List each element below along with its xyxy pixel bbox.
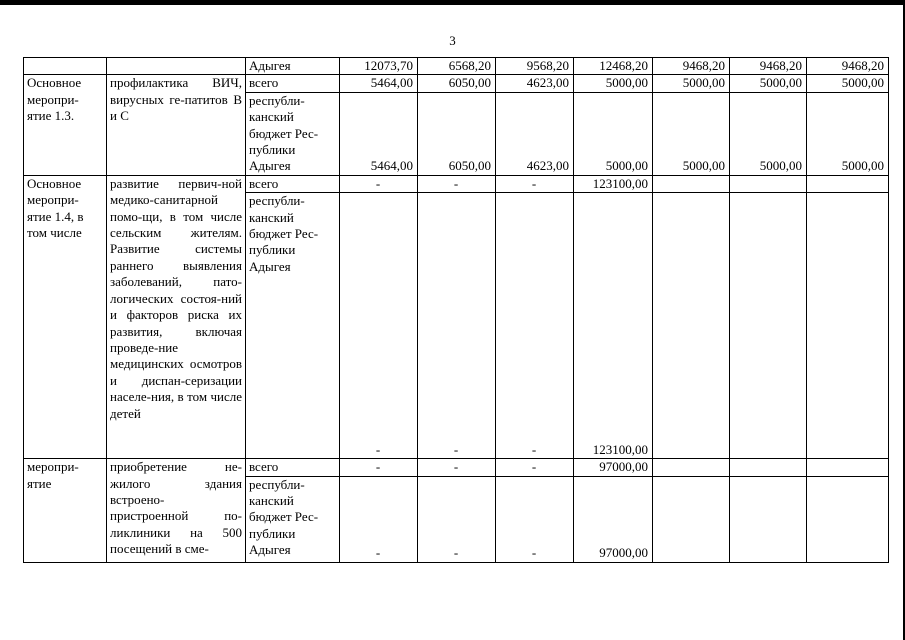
value-cell: -	[418, 175, 496, 192]
value-cell: 5464,00	[340, 92, 418, 175]
value-cell: -	[496, 459, 574, 476]
value-cell: 5000,00	[730, 92, 807, 175]
table-row	[24, 175, 889, 192]
activity-description-cell: профилактика ВИЧ, вирусных ге-патитов В и С	[107, 75, 246, 175]
value-cell: -	[340, 459, 418, 476]
value-cell: -	[340, 175, 418, 192]
source-cell: республи-канский бюджет Рес-публики Адыгея	[246, 92, 340, 175]
value-cell: -	[418, 459, 496, 476]
program-funding-table	[23, 57, 889, 563]
cell-empty	[107, 58, 246, 75]
cell-empty	[24, 58, 107, 75]
value-cell: 9468,20	[730, 58, 807, 75]
value-cell: 5000,00	[574, 92, 653, 175]
table-row	[24, 58, 889, 75]
value-cell: 9468,20	[807, 58, 889, 75]
value-cell	[730, 476, 807, 562]
scan-border-top	[0, 0, 905, 5]
source-cell: всего	[246, 175, 340, 192]
source-cell: всего	[246, 75, 340, 92]
table-row	[24, 75, 889, 92]
value-cell: 9568,20	[496, 58, 574, 75]
value-cell	[653, 193, 730, 459]
value-cell: 12468,20	[574, 58, 653, 75]
value-cell: 5000,00	[807, 75, 889, 92]
source-cell: Адыгея	[246, 58, 340, 75]
source-cell: республи-канский бюджет Рес-публики Адыгея	[246, 193, 340, 459]
value-cell	[653, 459, 730, 476]
value-cell: -	[496, 476, 574, 562]
table-row	[24, 459, 889, 476]
value-cell: 5000,00	[730, 75, 807, 92]
value-cell	[730, 459, 807, 476]
activity-description-cell: развитие первич-ной медико-санитарной помо-щи, в том числе сельским жителям. Развитие системы раннего выявления заболеваний, пато-логических состоя-ний и факторов риска их развития, включая проведе-ние медицинских осмотров и диспан-серизации населе-ния, в том числе детей	[107, 175, 246, 458]
value-cell	[730, 175, 807, 192]
value-cell	[807, 193, 889, 459]
value-cell: -	[496, 193, 574, 459]
activity-name-cell: меропри-ятие	[24, 459, 107, 562]
value-cell	[807, 175, 889, 192]
value-cell: 12073,70	[340, 58, 418, 75]
value-cell: 6050,00	[418, 75, 496, 92]
value-cell: 6050,00	[418, 92, 496, 175]
activity-description-cell: приобретение не-жилого здания встроено-пристроенной по-ликлиники на 500 посещений в сме-	[107, 459, 246, 562]
value-cell: 4623,00	[496, 75, 574, 92]
value-cell: 97000,00	[574, 476, 653, 562]
source-cell: республи-канский бюджет Рес-публики Адыгея	[246, 476, 340, 562]
activity-name-cell: Основное меропри-ятие 1.4, в том числе	[24, 175, 107, 458]
value-cell: 5000,00	[653, 92, 730, 175]
value-cell	[807, 476, 889, 562]
value-cell: 5000,00	[653, 75, 730, 92]
value-cell: 5000,00	[574, 75, 653, 92]
value-cell	[653, 476, 730, 562]
value-cell: -	[496, 175, 574, 192]
value-cell: -	[418, 476, 496, 562]
activity-name-cell: Основное меропри-ятие 1.3.	[24, 75, 107, 175]
value-cell: 5000,00	[807, 92, 889, 175]
page-number: 3	[449, 33, 456, 48]
value-cell: 5464,00	[340, 75, 418, 92]
value-cell: -	[418, 193, 496, 459]
value-cell: 9468,20	[653, 58, 730, 75]
value-cell: 123100,00	[574, 175, 653, 192]
value-cell: 4623,00	[496, 92, 574, 175]
value-cell: -	[340, 193, 418, 459]
source-cell: всего	[246, 459, 340, 476]
value-cell	[653, 175, 730, 192]
value-cell: 123100,00	[574, 193, 653, 459]
value-cell	[730, 193, 807, 459]
value-cell: 97000,00	[574, 459, 653, 476]
value-cell	[807, 459, 889, 476]
value-cell: -	[340, 476, 418, 562]
value-cell: 6568,20	[418, 58, 496, 75]
